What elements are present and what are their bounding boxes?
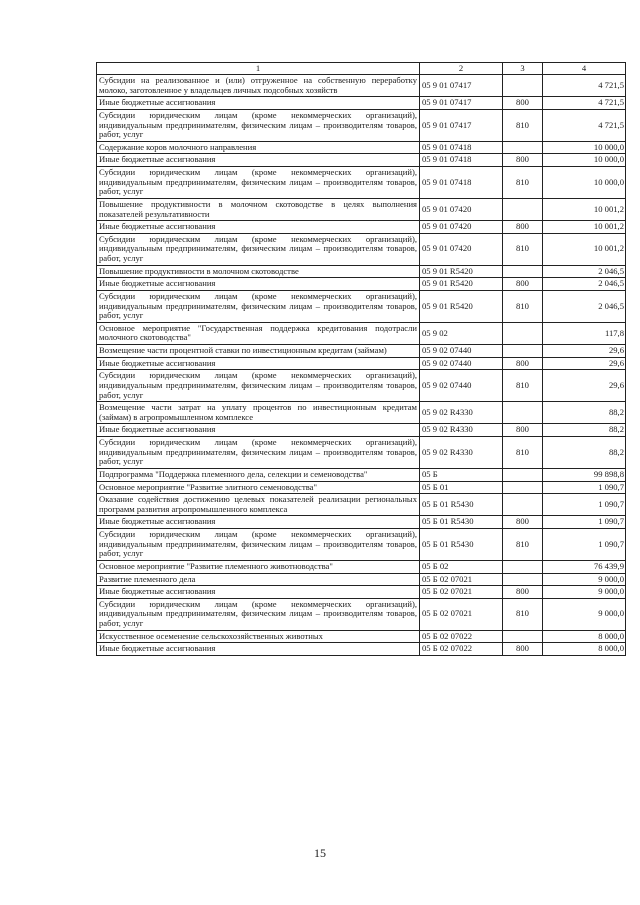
row-name-cell: Субсидии юридическим лицам (кроме некоммерческих организаций), индивидуальным предпринимателям, физическим лицам – производителям товаров, работ, услуг bbox=[97, 290, 420, 322]
row-amount-cell: 9 000,0 bbox=[543, 586, 626, 599]
row-expense-type-cell: 800 bbox=[503, 586, 543, 599]
row-amount-cell: 10 000,0 bbox=[543, 141, 626, 154]
row-name-cell: Возмещение части процентной ставки по инвестиционным кредитам (займам) bbox=[97, 345, 420, 358]
table-row bbox=[97, 529, 626, 561]
row-name-cell: Субсидии юридическим лицам (кроме некоммерческих организаций), индивидуальным предпринимателям, физическим лицам – производителям товаров, работ, услуг bbox=[97, 167, 420, 199]
row-expense-type-cell bbox=[503, 345, 543, 358]
row-code-cell: 05 9 01 07417 bbox=[420, 109, 503, 141]
row-amount-cell: 88,2 bbox=[543, 402, 626, 424]
row-code-cell: 05 9 02 07440 bbox=[420, 345, 503, 358]
row-expense-type-cell: 800 bbox=[503, 221, 543, 234]
row-amount-cell: 2 046,5 bbox=[543, 265, 626, 278]
row-code-cell: 05 9 02 07440 bbox=[420, 370, 503, 402]
table-row bbox=[97, 221, 626, 234]
row-code-cell: 05 9 01 07420 bbox=[420, 221, 503, 234]
row-amount-cell: 10 001,2 bbox=[543, 198, 626, 220]
row-expense-type-cell: 810 bbox=[503, 167, 543, 199]
row-expense-type-cell bbox=[503, 468, 543, 481]
row-name-cell: Основное мероприятие "Государственная поддержка кредитования подотрасли молочного скотоводства" bbox=[97, 322, 420, 344]
table-row bbox=[97, 322, 626, 344]
row-code-cell: 05 9 01 R5420 bbox=[420, 265, 503, 278]
row-expense-type-cell: 810 bbox=[503, 109, 543, 141]
row-amount-cell: 9 000,0 bbox=[543, 573, 626, 586]
row-expense-type-cell: 800 bbox=[503, 357, 543, 370]
row-amount-cell: 1 090,7 bbox=[543, 494, 626, 516]
table-row bbox=[97, 167, 626, 199]
table-header bbox=[97, 63, 626, 75]
table-row bbox=[97, 97, 626, 110]
row-amount-cell: 10 001,2 bbox=[543, 221, 626, 234]
row-code-cell: 05 Б 02 07021 bbox=[420, 586, 503, 599]
row-code-cell: 05 Б 02 07021 bbox=[420, 598, 503, 630]
row-amount-cell: 29,6 bbox=[543, 345, 626, 358]
row-name-cell: Возмещение части затрат на уплату процентов по инвестиционным кредитам (займам) в агропромышленном комплексе bbox=[97, 402, 420, 424]
row-name-cell: Иные бюджетные ассигнования bbox=[97, 278, 420, 291]
row-name-cell: Иные бюджетные ассигнования bbox=[97, 424, 420, 437]
table-row bbox=[97, 278, 626, 291]
row-code-cell: 05 9 02 R4330 bbox=[420, 437, 503, 469]
row-name-cell: Основное мероприятие "Развитие племенного животноводства" bbox=[97, 560, 420, 573]
row-code-cell: 05 9 01 R5420 bbox=[420, 290, 503, 322]
row-code-cell: 05 9 02 07440 bbox=[420, 357, 503, 370]
row-name-cell: Иные бюджетные ассигнования bbox=[97, 643, 420, 656]
row-expense-type-cell bbox=[503, 560, 543, 573]
table-row bbox=[97, 154, 626, 167]
table-row bbox=[97, 424, 626, 437]
row-code-cell: 05 Б 02 07021 bbox=[420, 573, 503, 586]
row-expense-type-cell: 800 bbox=[503, 516, 543, 529]
budget-table bbox=[96, 62, 626, 656]
row-code-cell: 05 9 02 R4330 bbox=[420, 424, 503, 437]
row-name-cell: Оказание содействия достижению целевых показателей реализации региональных программ развития агропромышленного комплекса bbox=[97, 494, 420, 516]
row-name-cell: Субсидии юридическим лицам (кроме некоммерческих организаций), индивидуальным предпринимателям, физическим лицам – производителям товаров, работ, услуг bbox=[97, 437, 420, 469]
row-amount-cell: 10 000,0 bbox=[543, 154, 626, 167]
row-expense-type-cell: 800 bbox=[503, 154, 543, 167]
row-amount-cell: 1 090,7 bbox=[543, 516, 626, 529]
table-body bbox=[97, 75, 626, 656]
table-row bbox=[97, 437, 626, 469]
row-code-cell: 05 Б 02 07022 bbox=[420, 630, 503, 643]
row-code-cell: 05 Б 01 bbox=[420, 481, 503, 494]
row-code-cell: 05 Б 01 R5430 bbox=[420, 529, 503, 561]
table-row bbox=[97, 481, 626, 494]
row-expense-type-cell bbox=[503, 573, 543, 586]
table-row bbox=[97, 598, 626, 630]
row-expense-type-cell bbox=[503, 322, 543, 344]
row-amount-cell: 2 046,5 bbox=[543, 278, 626, 291]
row-amount-cell: 88,2 bbox=[543, 437, 626, 469]
row-name-cell: Искусственное осеменение сельскохозяйственных животных bbox=[97, 630, 420, 643]
row-expense-type-cell bbox=[503, 481, 543, 494]
row-expense-type-cell bbox=[503, 75, 543, 97]
table-row bbox=[97, 357, 626, 370]
row-name-cell: Подпрограмма "Поддержка племенного дела, селекции и семеноводства" bbox=[97, 468, 420, 481]
row-amount-cell: 8 000,0 bbox=[543, 630, 626, 643]
row-name-cell: Субсидии юридическим лицам (кроме некоммерческих организаций), индивидуальным предпринимателям, физическим лицам – производителям товаров, работ, услуг bbox=[97, 529, 420, 561]
row-code-cell: 05 Б bbox=[420, 468, 503, 481]
row-amount-cell: 88,2 bbox=[543, 424, 626, 437]
table-row bbox=[97, 109, 626, 141]
row-name-cell: Основное мероприятие "Развитие элитного семеноводства" bbox=[97, 481, 420, 494]
row-name-cell: Повышение продуктивности в молочном скотоводстве bbox=[97, 265, 420, 278]
row-amount-cell: 2 046,5 bbox=[543, 290, 626, 322]
row-expense-type-cell bbox=[503, 494, 543, 516]
row-expense-type-cell bbox=[503, 630, 543, 643]
row-code-cell: 05 Б 02 07022 bbox=[420, 643, 503, 656]
row-name-cell: Содержание коров молочного направления bbox=[97, 141, 420, 154]
row-amount-cell: 4 721,5 bbox=[543, 109, 626, 141]
row-code-cell: 05 9 01 07417 bbox=[420, 97, 503, 110]
header-col-3: 3 bbox=[503, 63, 543, 75]
table-row bbox=[97, 345, 626, 358]
row-expense-type-cell bbox=[503, 198, 543, 220]
row-amount-cell: 8 000,0 bbox=[543, 643, 626, 656]
row-expense-type-cell: 810 bbox=[503, 290, 543, 322]
row-name-cell: Субсидии юридическим лицам (кроме некоммерческих организаций), индивидуальным предпринимателям, физическим лицам – производителям товаров, работ, услуг bbox=[97, 233, 420, 265]
row-amount-cell: 10 000,0 bbox=[543, 167, 626, 199]
table-row bbox=[97, 290, 626, 322]
table-row bbox=[97, 494, 626, 516]
table-row bbox=[97, 630, 626, 643]
row-expense-type-cell: 800 bbox=[503, 643, 543, 656]
row-code-cell: 05 9 01 R5420 bbox=[420, 278, 503, 291]
row-name-cell: Иные бюджетные ассигнования bbox=[97, 586, 420, 599]
row-name-cell: Иные бюджетные ассигнования bbox=[97, 221, 420, 234]
row-amount-cell: 1 090,7 bbox=[543, 529, 626, 561]
header-row bbox=[97, 63, 626, 75]
row-code-cell: 05 9 02 R4330 bbox=[420, 402, 503, 424]
row-amount-cell: 10 001,2 bbox=[543, 233, 626, 265]
row-code-cell: 05 9 02 bbox=[420, 322, 503, 344]
row-code-cell: 05 9 01 07420 bbox=[420, 198, 503, 220]
row-expense-type-cell: 800 bbox=[503, 97, 543, 110]
row-amount-cell: 76 439,9 bbox=[543, 560, 626, 573]
table-row bbox=[97, 402, 626, 424]
table-row bbox=[97, 643, 626, 656]
row-amount-cell: 99 898,8 bbox=[543, 468, 626, 481]
row-amount-cell: 29,6 bbox=[543, 370, 626, 402]
table-row bbox=[97, 198, 626, 220]
row-amount-cell: 4 721,5 bbox=[543, 75, 626, 97]
row-expense-type-cell: 800 bbox=[503, 424, 543, 437]
row-expense-type-cell: 810 bbox=[503, 233, 543, 265]
row-amount-cell: 9 000,0 bbox=[543, 598, 626, 630]
row-expense-type-cell: 800 bbox=[503, 278, 543, 291]
table-row bbox=[97, 265, 626, 278]
row-name-cell: Иные бюджетные ассигнования bbox=[97, 357, 420, 370]
row-code-cell: 05 Б 02 bbox=[420, 560, 503, 573]
row-expense-type-cell bbox=[503, 402, 543, 424]
table-row bbox=[97, 233, 626, 265]
row-code-cell: 05 Б 01 R5430 bbox=[420, 494, 503, 516]
row-amount-cell: 1 090,7 bbox=[543, 481, 626, 494]
header-col-1: 1 bbox=[97, 63, 420, 75]
row-name-cell: Повышение продуктивности в молочном скотоводстве в целях выполнения показателей результативности bbox=[97, 198, 420, 220]
table-row bbox=[97, 516, 626, 529]
row-expense-type-cell: 810 bbox=[503, 529, 543, 561]
row-code-cell: 05 9 01 07417 bbox=[420, 75, 503, 97]
row-name-cell: Субсидии юридическим лицам (кроме некоммерческих организаций), индивидуальным предпринимателям, физическим лицам – производителям товаров, работ, услуг bbox=[97, 598, 420, 630]
row-name-cell: Субсидии юридическим лицам (кроме некоммерческих организаций), индивидуальным предпринимателям, физическим лицам – производителям товаров, работ, услуг bbox=[97, 370, 420, 402]
header-col-2: 2 bbox=[420, 63, 503, 75]
header-col-4: 4 bbox=[543, 63, 626, 75]
row-code-cell: 05 9 01 07418 bbox=[420, 167, 503, 199]
row-code-cell: 05 Б 01 R5430 bbox=[420, 516, 503, 529]
row-code-cell: 05 9 01 07418 bbox=[420, 141, 503, 154]
row-amount-cell: 29,6 bbox=[543, 357, 626, 370]
row-name-cell: Иные бюджетные ассигнования bbox=[97, 154, 420, 167]
row-code-cell: 05 9 01 07420 bbox=[420, 233, 503, 265]
table-row bbox=[97, 560, 626, 573]
row-expense-type-cell: 810 bbox=[503, 598, 543, 630]
row-name-cell: Развитие племенного дела bbox=[97, 573, 420, 586]
row-code-cell: 05 9 01 07418 bbox=[420, 154, 503, 167]
table-row bbox=[97, 75, 626, 97]
table-row bbox=[97, 586, 626, 599]
row-amount-cell: 4 721,5 bbox=[543, 97, 626, 110]
page-number: 15 bbox=[314, 846, 326, 860]
table-row bbox=[97, 141, 626, 154]
row-name-cell: Иные бюджетные ассигнования bbox=[97, 97, 420, 110]
row-expense-type-cell bbox=[503, 141, 543, 154]
row-expense-type-cell bbox=[503, 265, 543, 278]
row-amount-cell: 117,8 bbox=[543, 322, 626, 344]
row-name-cell: Субсидии юридическим лицам (кроме некоммерческих организаций), индивидуальным предпринимателям, физическим лицам – производителям товаров, работ, услуг bbox=[97, 109, 420, 141]
table-row bbox=[97, 468, 626, 481]
table-row bbox=[97, 370, 626, 402]
row-expense-type-cell: 810 bbox=[503, 370, 543, 402]
row-name-cell: Субсидии на реализованное и (или) отгруженное на собственную переработку молоко, заготовленное у владельцев личных подсобных хозяйств bbox=[97, 75, 420, 97]
row-name-cell: Иные бюджетные ассигнования bbox=[97, 516, 420, 529]
table-row bbox=[97, 573, 626, 586]
row-expense-type-cell: 810 bbox=[503, 437, 543, 469]
